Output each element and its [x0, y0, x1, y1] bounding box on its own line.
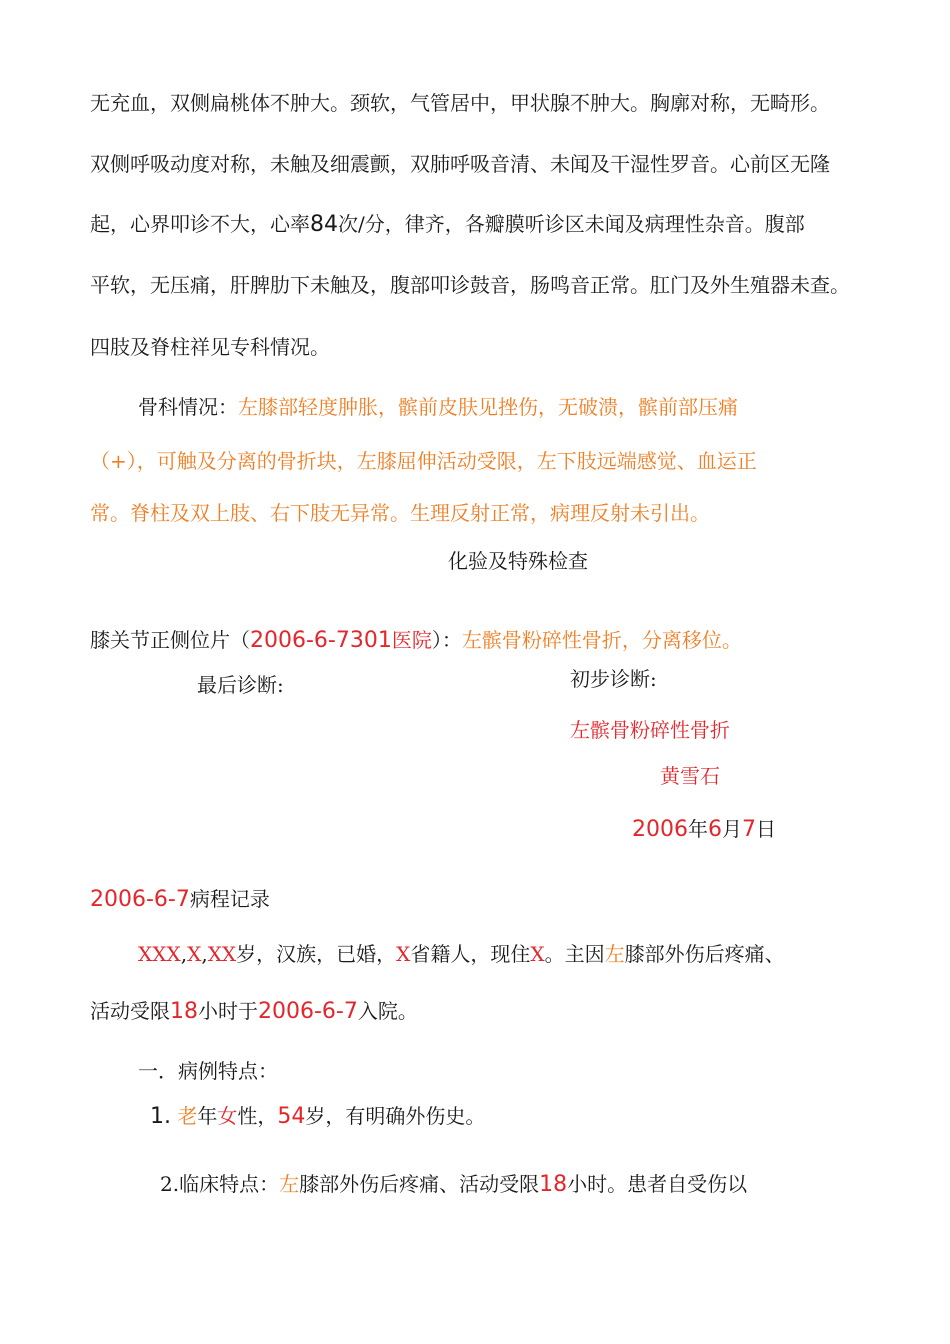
- exam-line-3-c: 次/分，律齐，各瓣膜听诊区未闻及病理性杂音。腹部: [338, 212, 805, 236]
- para1-text-3: 。主因: [544, 942, 605, 966]
- para2-text-c: 入院。: [357, 999, 418, 1023]
- initial-diagnosis-value: 左髌骨粉碎性骨折: [570, 718, 730, 742]
- diagnosis-date-year: 2006: [632, 817, 688, 842]
- xray-label: 膝关节正侧位片（: [90, 628, 250, 652]
- exam-line-3: [90, 210, 805, 239]
- initial-diagnosis-label: 初步诊断:: [570, 667, 657, 691]
- item1-female: 女: [217, 1104, 238, 1128]
- para2-date: 2006-6-7: [258, 999, 358, 1024]
- xray-close: ）：: [431, 628, 462, 652]
- item1-age: 54: [277, 1104, 306, 1129]
- item1-text-a: 年: [197, 1104, 218, 1128]
- patient-province: X: [396, 942, 411, 966]
- xray-result: 左髌骨粉碎性骨折，分离移位。: [461, 628, 742, 652]
- year-char: 年: [688, 817, 708, 841]
- para2-text-b: 小时于: [198, 999, 258, 1023]
- ortho-line-1: [138, 393, 738, 421]
- progress-para-1: [138, 940, 785, 968]
- doctor-name: 黄雪石: [660, 764, 720, 788]
- exam-line-5: 四肢及脊柱祥见专科情况。: [90, 335, 330, 359]
- item2-text-a: 2.临床特点：: [160, 1172, 280, 1196]
- diagnosis-date: [632, 815, 776, 844]
- para1-left: 左: [604, 942, 625, 966]
- item1-number: 1.: [150, 1104, 171, 1129]
- patient-age: XX: [207, 942, 237, 966]
- final-diagnosis-label: 最后诊断:: [197, 673, 284, 697]
- progress-para-2: [90, 997, 418, 1026]
- xray-line: [90, 626, 742, 655]
- ortho-line-2: （+），可触及分离的骨折块，左膝屈伸活动受限，左下肢远端感觉、血运正: [90, 449, 757, 473]
- item2-hours: 18: [539, 1172, 568, 1197]
- item1-text-c: 岁，有明确外伤史。: [305, 1104, 486, 1128]
- diagnosis-date-month: 6: [708, 817, 722, 842]
- item1-old: 老: [177, 1104, 198, 1128]
- progress-heading: [90, 885, 270, 914]
- xray-date: 2006-6-7301: [250, 628, 392, 653]
- day-char: 日: [756, 817, 776, 841]
- item1-text-b: 性，: [237, 1104, 278, 1128]
- item2-text-b: 膝部外伤后疼痛、活动受限: [299, 1172, 540, 1196]
- sep-2: ,: [201, 942, 208, 966]
- sep-1: ,: [180, 942, 188, 966]
- ortho-line-3: 常。脊柱及双上肢、右下肢无异常。生理反射正常，病理反射未引出。: [90, 501, 710, 525]
- exam-line-4: 平软，无压痛，肝脾肋下未触及，腹部叩诊鼓音，肠鸣音正常。肛门及外生殖器未查。: [90, 273, 850, 297]
- progress-title: 病程记录: [189, 887, 270, 911]
- patient-sex: X: [187, 942, 202, 966]
- patient-address: X: [530, 942, 545, 966]
- diagnosis-date-day: 7: [742, 817, 756, 842]
- para1-text-1: 岁，汉族，已婚，: [236, 942, 397, 966]
- para2-hours: 18: [170, 999, 198, 1024]
- progress-date: 2006-6-7: [90, 887, 190, 912]
- month-char: 月: [722, 817, 742, 841]
- xray-hospital: 医院: [391, 628, 432, 652]
- exam-line-3-a: 起，心界叩诊不大，心率: [90, 212, 310, 236]
- ortho-label: 骨科情况：: [138, 395, 238, 419]
- item-2: [160, 1170, 747, 1199]
- item-1: [150, 1102, 485, 1131]
- exam-line-2: 双侧呼吸动度对称，未触及细震颤，双肺呼吸音清、未闻及干湿性罗音。心前区无隆: [90, 152, 830, 176]
- ortho-findings-1: 左膝部轻度肿胀，髌前皮肤见挫伤，无破溃，髌前部压痛: [238, 395, 738, 419]
- section-1-heading: 一．病例特点：: [138, 1059, 278, 1083]
- exam-line-1: 无充血，双侧扁桃体不肿大。颈软，气管居中，甲状腺不肿大。胸廓对称，无畸形。: [90, 91, 830, 115]
- para2-text-a: 活动受限: [90, 999, 170, 1023]
- lab-heading: 化验及特殊检查: [448, 549, 588, 573]
- para1-text-2: 省籍人，现住: [410, 942, 531, 966]
- item2-text-c: 小时。患者自受伤以: [567, 1172, 748, 1196]
- patient-name: XXX: [138, 942, 181, 966]
- item2-left: 左: [279, 1172, 300, 1196]
- para1-text-4: 膝部外伤后疼痛、: [624, 942, 785, 966]
- heart-rate-value: 84: [310, 212, 338, 237]
